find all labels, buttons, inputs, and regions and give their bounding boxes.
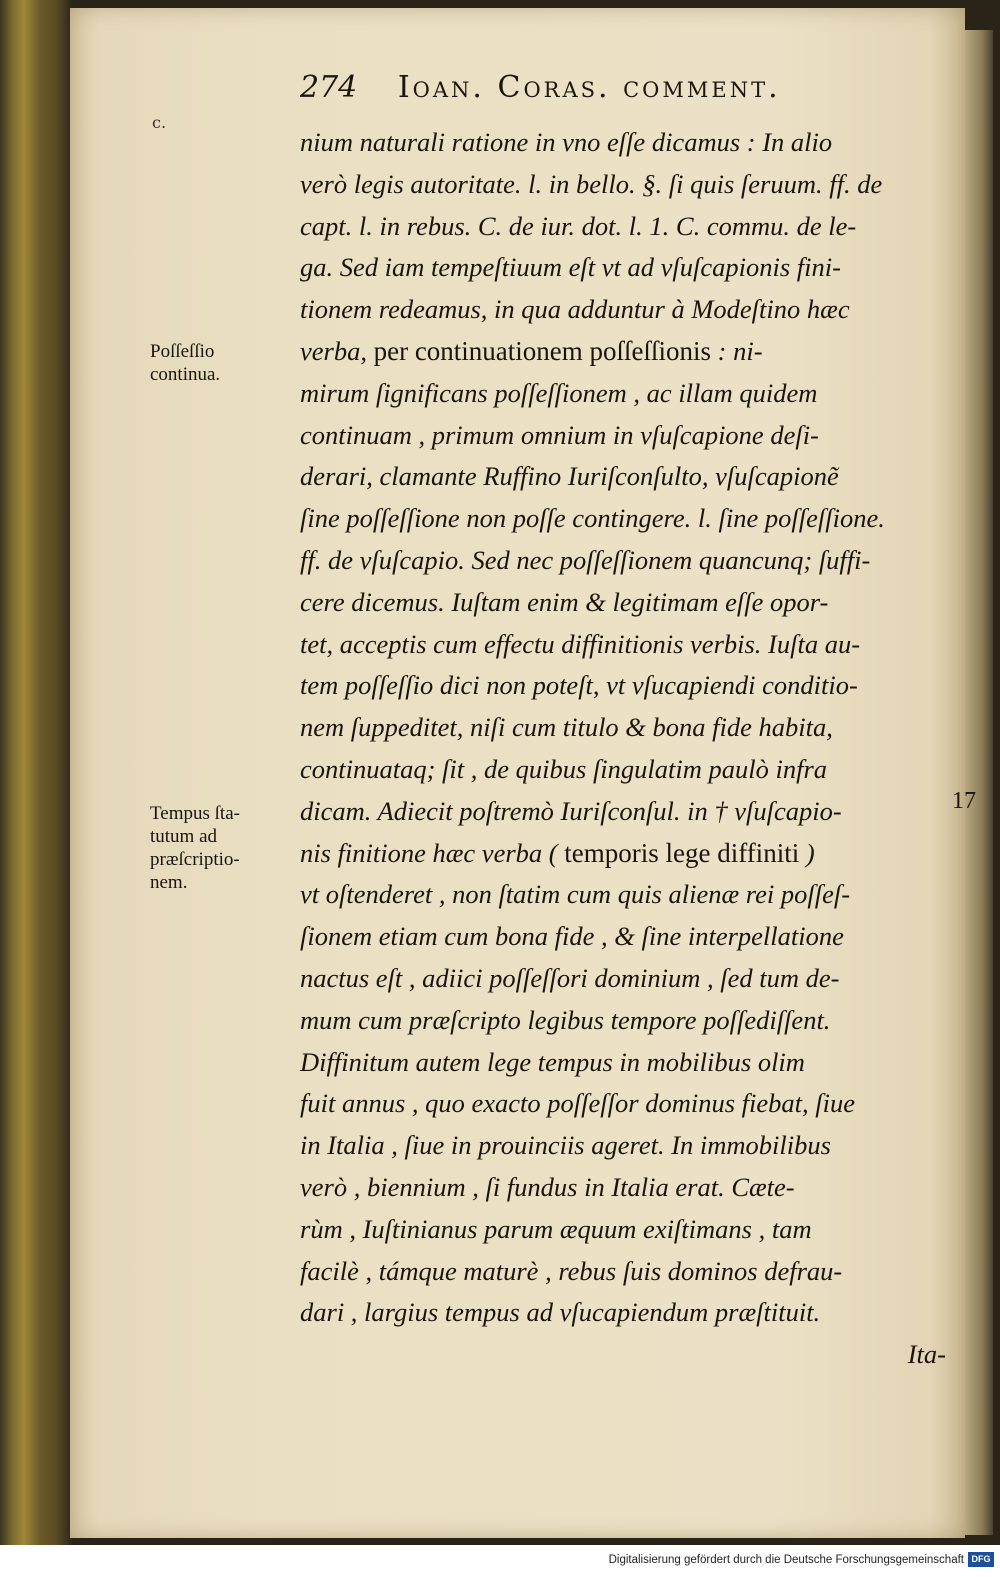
text-run: derari, clamante Ruffino Iuriſconſulto, vſuſcapionẽ bbox=[300, 461, 839, 492]
text-line bbox=[300, 833, 950, 875]
text-line bbox=[300, 1251, 950, 1293]
margin-note-line: continua. bbox=[150, 364, 221, 385]
text-line bbox=[300, 289, 950, 331]
text-line bbox=[300, 665, 950, 707]
running-title: Ioan. Coras. comment. bbox=[397, 70, 781, 105]
text-line bbox=[300, 331, 950, 373]
text-line bbox=[300, 1292, 950, 1334]
text-run: tionem redeamus, in qua adduntur à Modeſtino hæc bbox=[300, 294, 850, 325]
text-run: rùm , Iuſtinianus parum æquum exiſtimans , tam bbox=[300, 1213, 812, 1244]
footer-credit: Digitalisierung gefördert durch die Deutsche Forschungsgemeinschaft bbox=[608, 1554, 964, 1566]
margin-note-line: nem. bbox=[150, 872, 188, 893]
text-run: mum cum præſcripto legibus tempore poſſediſſent. bbox=[300, 1004, 831, 1035]
text-line bbox=[300, 1083, 950, 1125]
text-run: ſionem etiam cum bona fide , & ſine interpellatione bbox=[300, 921, 844, 952]
text-line bbox=[300, 791, 950, 833]
text-run: : ni- bbox=[711, 335, 763, 366]
text-run: ff. de vſuſcapio. Sed nec poſſeſſionem quancunq; ſuffi- bbox=[300, 544, 871, 575]
text-run: in Italia , ſiue in prouinciis ageret. In immobilibus bbox=[300, 1130, 831, 1161]
text-run: continuataq; ſit , de quibus ſingulatim paulò infra bbox=[300, 753, 828, 784]
text-run: Diffinitum autem lege tempus in mobilibus olim bbox=[300, 1046, 805, 1077]
text-run: capt. l. in rebus. C. de iur. dot. l. 1. C. commu. de le- bbox=[300, 210, 857, 241]
text-run: mirum ſignificans poſſeſſionem , ac illam quidem bbox=[300, 377, 818, 408]
text-line bbox=[300, 916, 950, 958]
text-line bbox=[300, 540, 950, 582]
text-run: nem ſuppeditet, niſi cum titulo & bona fide habita, bbox=[300, 712, 833, 743]
quoted-roman-text: per continuationem poſſeſſionis bbox=[373, 335, 712, 366]
next-page-edge bbox=[965, 30, 993, 1535]
catchword: Ita- bbox=[907, 1339, 946, 1370]
footer-bar bbox=[0, 1545, 1000, 1577]
text-run: vt oſtenderet , non ſtatim cum quis alienæ rei poſſeſ- bbox=[300, 879, 851, 910]
running-header bbox=[300, 70, 900, 110]
text-line bbox=[300, 122, 950, 164]
text-line bbox=[300, 498, 950, 540]
text-line bbox=[300, 164, 950, 206]
text-line bbox=[300, 1000, 950, 1042]
text-line bbox=[300, 415, 950, 457]
text-run: ſine poſſeſſione non poſſe contingere. l. ſine poſſeſſione. bbox=[300, 503, 885, 534]
text-run: fuit annus , quo exacto poſſeſſor dominus fiebat, ſiue bbox=[300, 1088, 855, 1119]
text-run: tet, acceptis cum effectu diffinitionis verbis. Iuſta au- bbox=[300, 628, 861, 659]
text-line bbox=[300, 582, 950, 624]
text-run: dari , largius tempus ad vſucapiendum præſtituit. bbox=[300, 1297, 821, 1328]
text-run: facilè , támque maturè , rebus ſuis dominos defrau- bbox=[300, 1255, 843, 1286]
text-run: tem poſſeſſio dici non poteſt, vt vſucapiendi conditio- bbox=[300, 670, 858, 701]
stray-mark: c. bbox=[152, 113, 167, 132]
text-run: verò , biennium , ſi fundus in Italia erat. Cæte- bbox=[300, 1171, 795, 1202]
text-line bbox=[300, 624, 950, 666]
text-line bbox=[300, 206, 950, 248]
text-line bbox=[300, 247, 950, 289]
text-line bbox=[300, 958, 950, 1000]
margin-note-line: præſcriptio- bbox=[150, 849, 240, 870]
text-run: dicam. Adiecit poſtremò Iuriſconſul. in † vſuſcapio- bbox=[300, 795, 842, 826]
dfg-logo: DFG bbox=[968, 1552, 994, 1567]
text-run: verba, bbox=[300, 335, 374, 366]
text-run: verò legis autoritate. l. in bello. §. ſi quis ſeruum. ff. de bbox=[300, 168, 883, 199]
text-line bbox=[300, 1167, 950, 1209]
text-run: ) bbox=[799, 837, 815, 868]
text-run: continuam , primum omnium in vſuſcapione deſi- bbox=[300, 419, 819, 450]
quoted-roman-text: temporis lege diffiniti bbox=[564, 837, 800, 868]
text-line bbox=[300, 456, 950, 498]
text-run: nis finitione hæc verba ( bbox=[300, 837, 565, 868]
text-run: cere dicemus. Iuſtam enim & legitimam eſſe opor- bbox=[300, 586, 829, 617]
text-run: nactus eſt , adiici poſſeſſori dominium , ſed tum de- bbox=[300, 962, 840, 993]
margin-note-possessio bbox=[150, 340, 295, 386]
page-number: 274 bbox=[300, 70, 358, 105]
margin-note-line: Tempus ſta- bbox=[150, 803, 240, 824]
text-run: ga. Sed iam tempeſtiuum eſt vt ad vſuſcapionis fini- bbox=[300, 252, 841, 283]
text-line bbox=[300, 1209, 950, 1251]
text-line bbox=[300, 707, 950, 749]
margin-note-tempus bbox=[150, 802, 295, 894]
text-run: nium naturali ratione in vno eſſe dicamus : In alio bbox=[300, 127, 833, 157]
margin-note-line: tutum ad bbox=[150, 826, 218, 847]
text-line bbox=[300, 1042, 950, 1084]
text-line bbox=[300, 373, 950, 415]
margin-note-line: Poſſeſſio bbox=[150, 341, 215, 362]
text-line bbox=[300, 1125, 950, 1167]
line-marker: 17 bbox=[952, 788, 976, 814]
body-text bbox=[300, 122, 950, 1376]
text-line bbox=[300, 749, 950, 791]
text-line bbox=[300, 874, 950, 916]
